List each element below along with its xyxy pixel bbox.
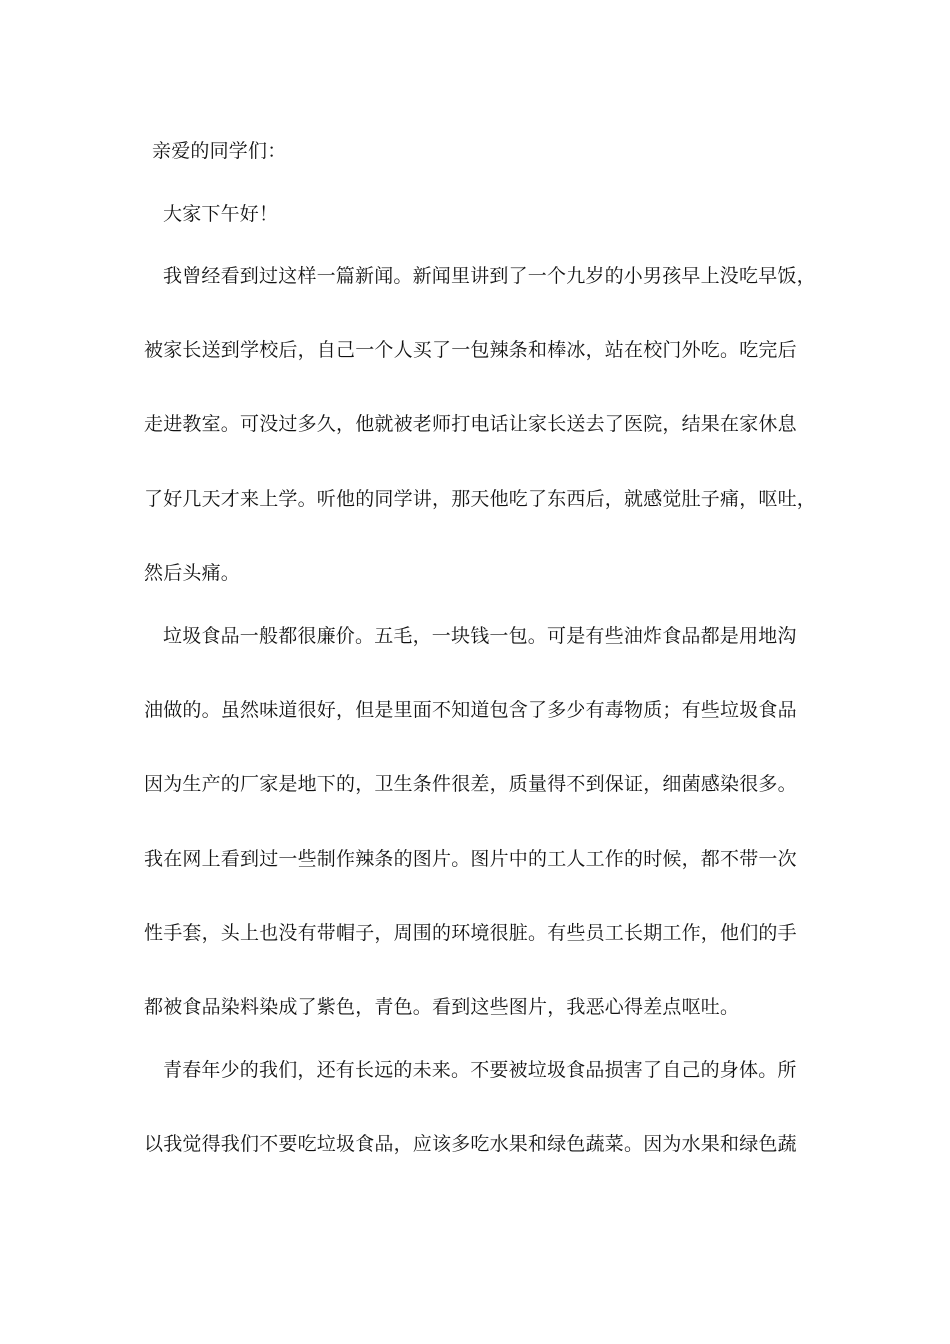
paragraph-line: 以我觉得我们不要吃垃圾食品，应该多吃水果和绿色蔬菜。因为水果和绿色蔬 bbox=[144, 1133, 797, 1155]
paragraph-line: 垃圾食品一般都很廉价。五毛，一块钱一包。可是有些油炸食品都是用地沟 bbox=[163, 625, 797, 647]
paragraph-line: 被家长送到学校后，自己一个人买了一包辣条和棒冰，站在校门外吃。吃完后 bbox=[144, 339, 797, 361]
paragraph-line: 都被食品染料染成了紫色，青色。看到这些图片，我恶心得差点呕吐。 bbox=[144, 996, 740, 1018]
paragraph-line: 我曾经看到过这样一篇新闻。新闻里讲到了一个九岁的小男孩早上没吃早饭， bbox=[163, 265, 816, 287]
paragraph-line: 青春年少的我们，还有长远的未来。不要被垃圾食品损害了自己的身体。所 bbox=[163, 1059, 797, 1081]
salutation-line: 亲爱的同学们： bbox=[152, 140, 287, 162]
paragraph-line: 性手套，头上也没有带帽子，周围的环境很脏。有些员工长期工作，他们的手 bbox=[144, 922, 797, 944]
paragraph-line: 油做的。虽然味道很好，但是里面不知道包含了多少有毒物质；有些垃圾食品 bbox=[144, 699, 797, 721]
paragraph-line: 然后头痛。 bbox=[144, 562, 241, 584]
paragraph-line: 了好几天才来上学。听他的同学讲，那天他吃了东西后，就感觉肚子痛，呕吐， bbox=[144, 488, 817, 510]
greeting-line: 大家下午好！ bbox=[163, 203, 279, 225]
paragraph-line: 我在网上看到过一些制作辣条的图片。图片中的工人工作的时候，都不带一次 bbox=[144, 848, 797, 870]
paragraph-line: 因为生产的厂家是地下的，卫生条件很差，质量得不到保证，细菌感染很多。 bbox=[144, 773, 797, 795]
paragraph-line: 走进教室。可没过多久，他就被老师打电话让家长送去了医院，结果在家休息 bbox=[144, 413, 797, 435]
